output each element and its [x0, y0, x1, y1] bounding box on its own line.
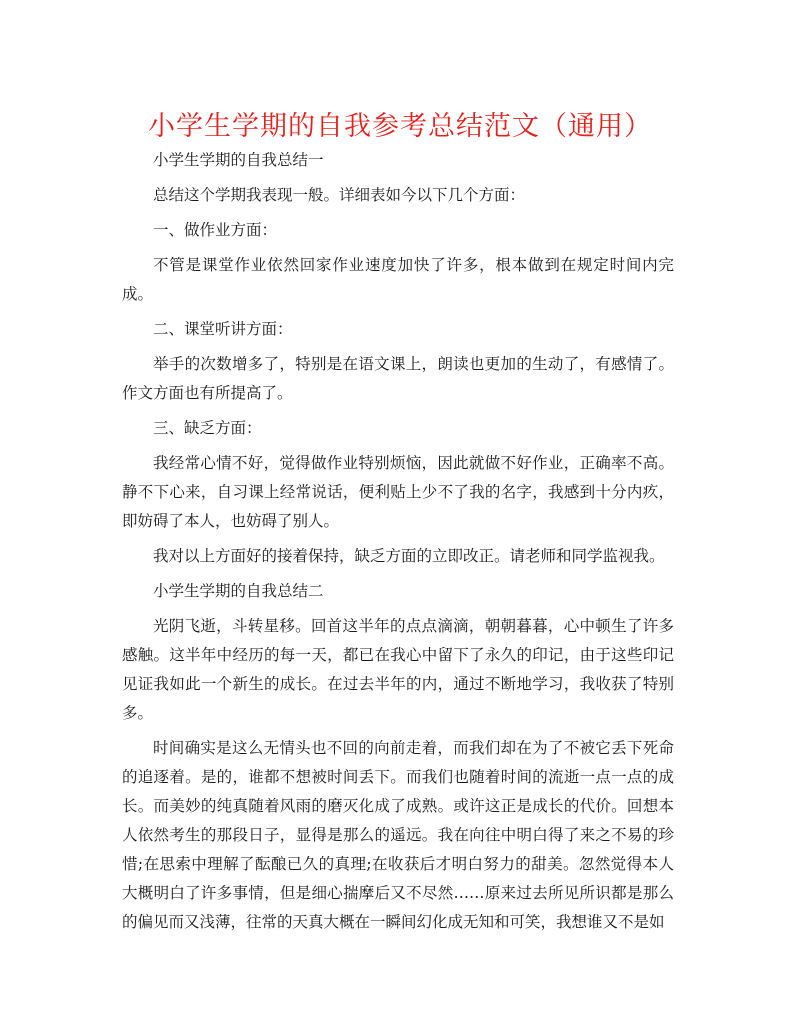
- paragraph: 不管是课堂作业依然回家作业速度加快了许多，根本做到在规定时间内完成。: [122, 256, 674, 303]
- paragraph: 我对以上方面好的接着保持，缺乏方面的立即改正。请老师和同学监视我。: [153, 547, 665, 565]
- section-heading-1: 小学生学期的自我总结一: [153, 151, 324, 169]
- document-title: 小学生学期的自我参考总结范文（通用）: [148, 111, 652, 142]
- section-heading-2: 小学生学期的自我总结二: [153, 582, 324, 600]
- document-body: [122, 146, 674, 937]
- paragraph: 我经常心情不好，觉得做作业特别烦恼，因此就做不好作业，正确率不高。静不下心来，自习课上经常说话，便利贴上少不了我的名字，我感到十分内疚，即妨碍了本人，也妨碍了别人。: [122, 454, 674, 530]
- subheading-shortcomings: 三、缺乏方面：: [153, 419, 262, 437]
- paragraph: 举手的次数增多了，特别是在语文课上，朗读也更加的生动了，有感情了。作文方面也有所提高了。: [122, 355, 674, 402]
- paragraph: 时间确实是这么无情头也不回的向前走着，而我们却在为了不被它丢下死命的追逐着。是的，谁都不想被时间丢下。而我们也随着时间的流逝一点一点的成长。而美妙的纯真随着风雨的磨灭化成了成熟。或许这正是成长的代价。回想本人依然考生的那段日子，显得是那么的遥远。我在向往中明白得了来之不易的珍惜;在思索中理解了酝酿已久的真理;在收获后才明白努力的甜美。忽然觉得本人大概明白了许多事情，但是细心揣摩后又不尽然……原来过去所见所识都是那么的偏见而又浅薄，往常的天真大概在一瞬间幻化成无知和可笑，我想谁又不是如: [122, 739, 674, 931]
- subheading-homework: 一、做作业方面：: [153, 221, 278, 239]
- paragraph: 光阴飞逝，斗转星移。回首这半年的点点滴滴，朝朝暮暮，心中顿生了许多感触。这半年中经历的每一天，都已在我心中留下了永久的印记，由于这些印记见证我如此一个新生的成长。在过去半年的内，通过不断地学习，我收获了特别多。: [122, 617, 674, 722]
- subheading-listening: 二、课堂听讲方面：: [153, 320, 293, 338]
- paragraph: 总结这个学期我表现一般。详细表如今以下几个方面：: [153, 186, 526, 204]
